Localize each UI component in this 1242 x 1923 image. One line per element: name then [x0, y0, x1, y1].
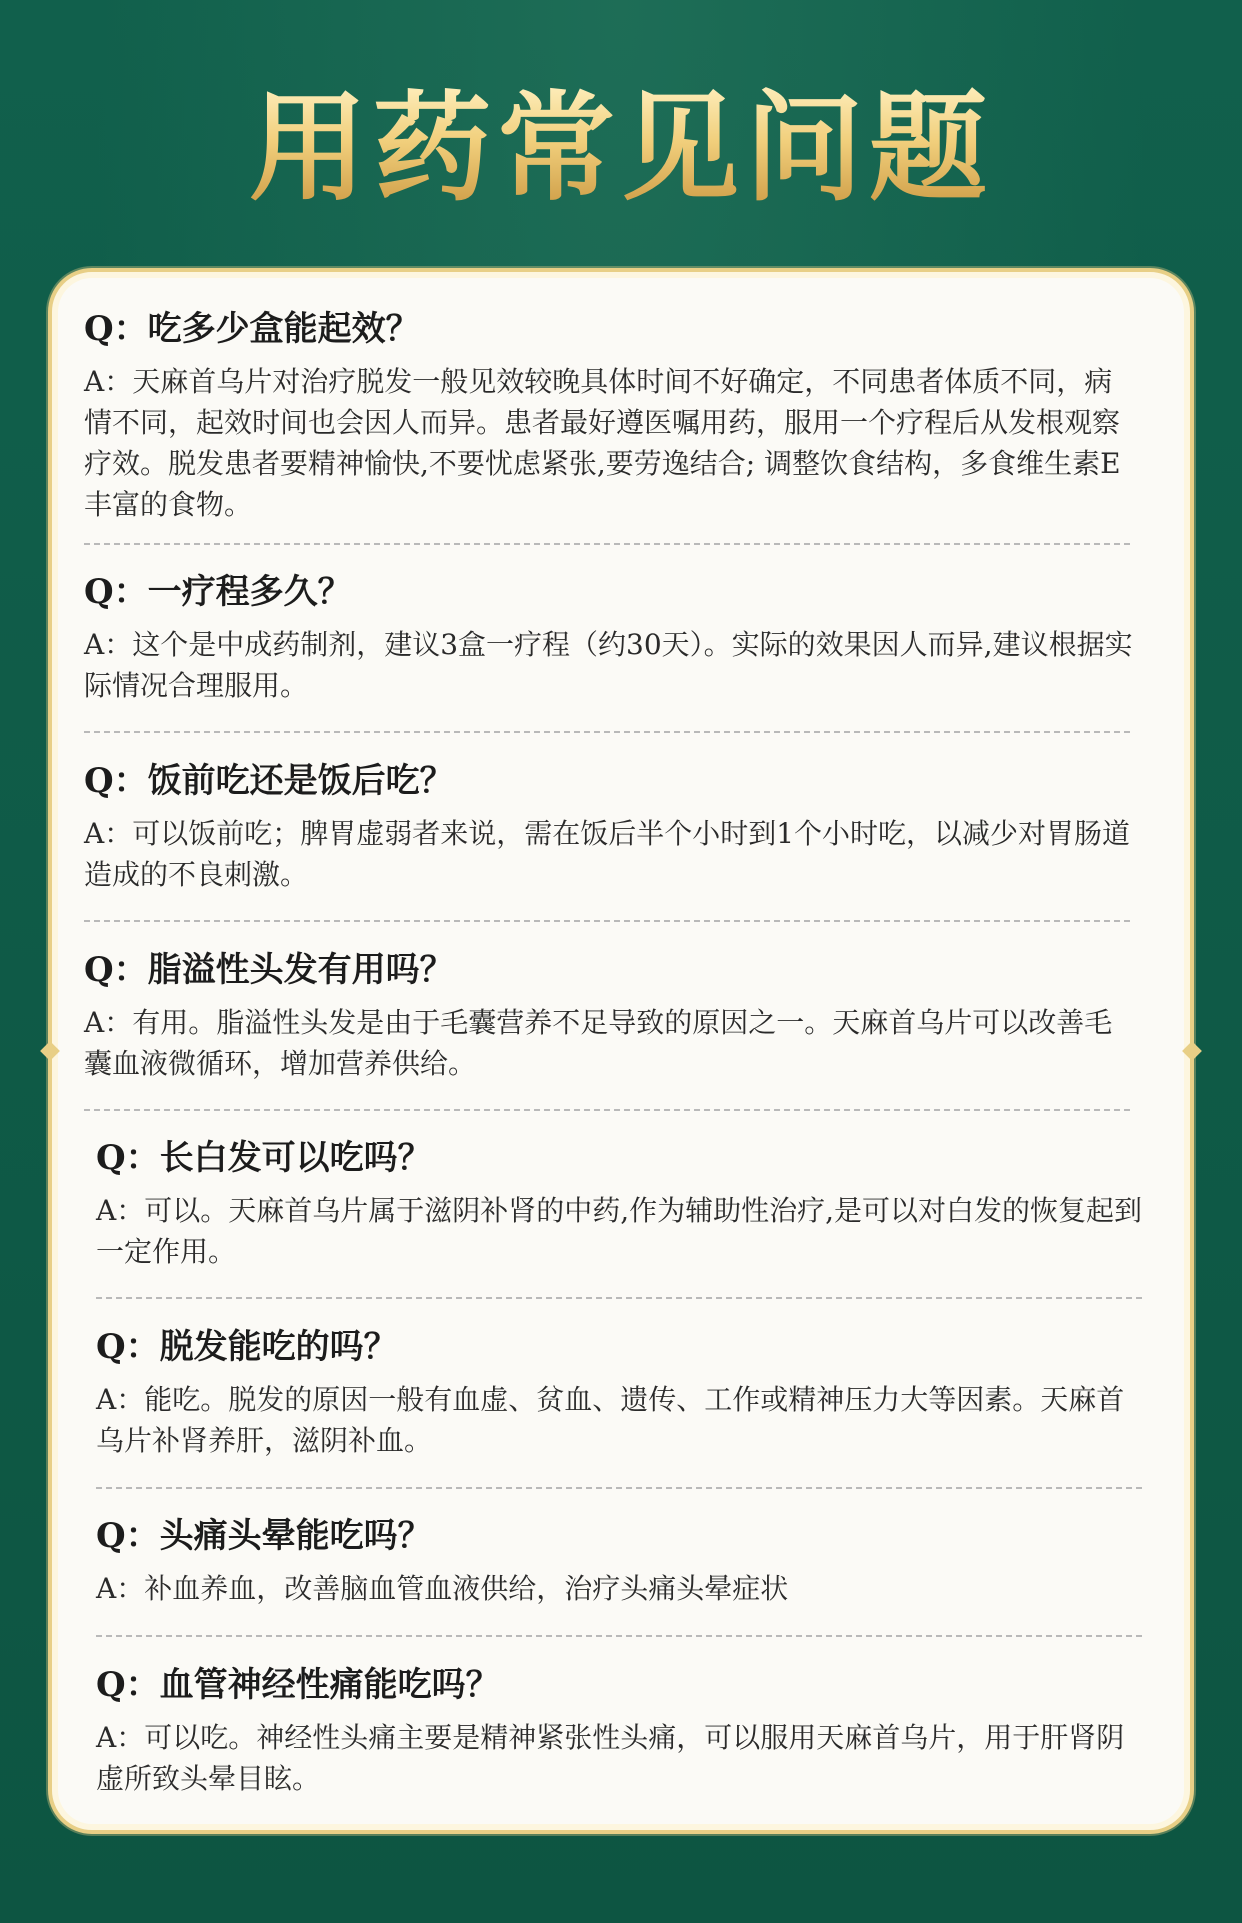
faq-item-2 [84, 568, 1134, 706]
faq-divider [96, 1297, 1142, 1299]
faq-item-8 [96, 1661, 1146, 1799]
faq-question: Q：头痛头晕能吃吗？ [96, 1516, 432, 1556]
faq-answer: A：可以吃。神经性头痛主要是精神紧张性头痛，可以服用天麻首乌片，用于肝肾阴虚所致头晕目眩。 [96, 1721, 1125, 1795]
faq-question: Q：长白发可以吃吗？ [96, 1138, 432, 1178]
faq-question: Q：血管神经性痛能吃吗？ [96, 1665, 500, 1705]
faq-item-5 [96, 1134, 1146, 1272]
faq-question: Q：脱发能吃的吗？ [96, 1327, 398, 1367]
faq-divider [84, 731, 1130, 733]
faq-answer: A：能吃。脱发的原因一般有血虚、贫血、遗传、工作或精神压力大等因素。天麻首乌片补肾养肝，滋阴补血。 [96, 1383, 1125, 1457]
faq-question: Q：一疗程多久？ [84, 572, 352, 612]
faq-divider [84, 920, 1130, 922]
faq-divider [96, 1635, 1142, 1637]
faq-answer: A：这个是中成药制剂，建议3盒一疗程（约30天）。实际的效果因人而异,建议根据实际情况合理服用。 [84, 628, 1133, 702]
faq-item-4 [84, 946, 1134, 1084]
faq-answer: A：天麻首乌片对治疗脱发一般见效较晚具体时间不好确定，不同患者体质不同，病情不同，起效时间也会因人而异。患者最好遵医嘱用药，服用一个疗程后从发根观察疗效。脱发患者要精神愉快,不要忧虑紧张,要劳逸结合; 调整饮食结构，多食维生素E丰富的食物。 [84, 365, 1121, 521]
faq-item-7 [96, 1512, 1146, 1609]
faq-question: Q：吃多少盒能起效？ [84, 309, 420, 349]
faq-question: Q：脂溢性头发有用吗？ [84, 950, 454, 990]
faq-item-1 [84, 305, 1134, 525]
faq-answer: A：可以。天麻首乌片属于滋阴补肾的中药,作为辅助性治疗,是可以对白发的恢复起到一定作用。 [96, 1194, 1143, 1268]
faq-divider [84, 1109, 1130, 1111]
faq-item-3 [84, 757, 1134, 895]
faq-question: Q：饭前吃还是饭后吃？ [84, 761, 454, 801]
faq-answer: A：补血养血，改善脑血管血液供给，治疗头痛头晕症状 [96, 1572, 789, 1605]
faq-answer: A：有用。脂溢性头发是由于毛囊营养不足导致的原因之一。天麻首乌片可以改善毛囊血液微循环，增加营养供给。 [84, 1006, 1113, 1080]
faq-divider [84, 543, 1130, 545]
faq-answer: A：可以饭前吃；脾胃虚弱者来说，需在饭后半个小时到1个小时吃，以减少对胃肠道造成的不良刺激。 [84, 817, 1131, 891]
faq-item-6 [96, 1323, 1146, 1461]
faq-divider [96, 1487, 1142, 1489]
page-title: 用药常见问题 [0, 78, 1242, 218]
